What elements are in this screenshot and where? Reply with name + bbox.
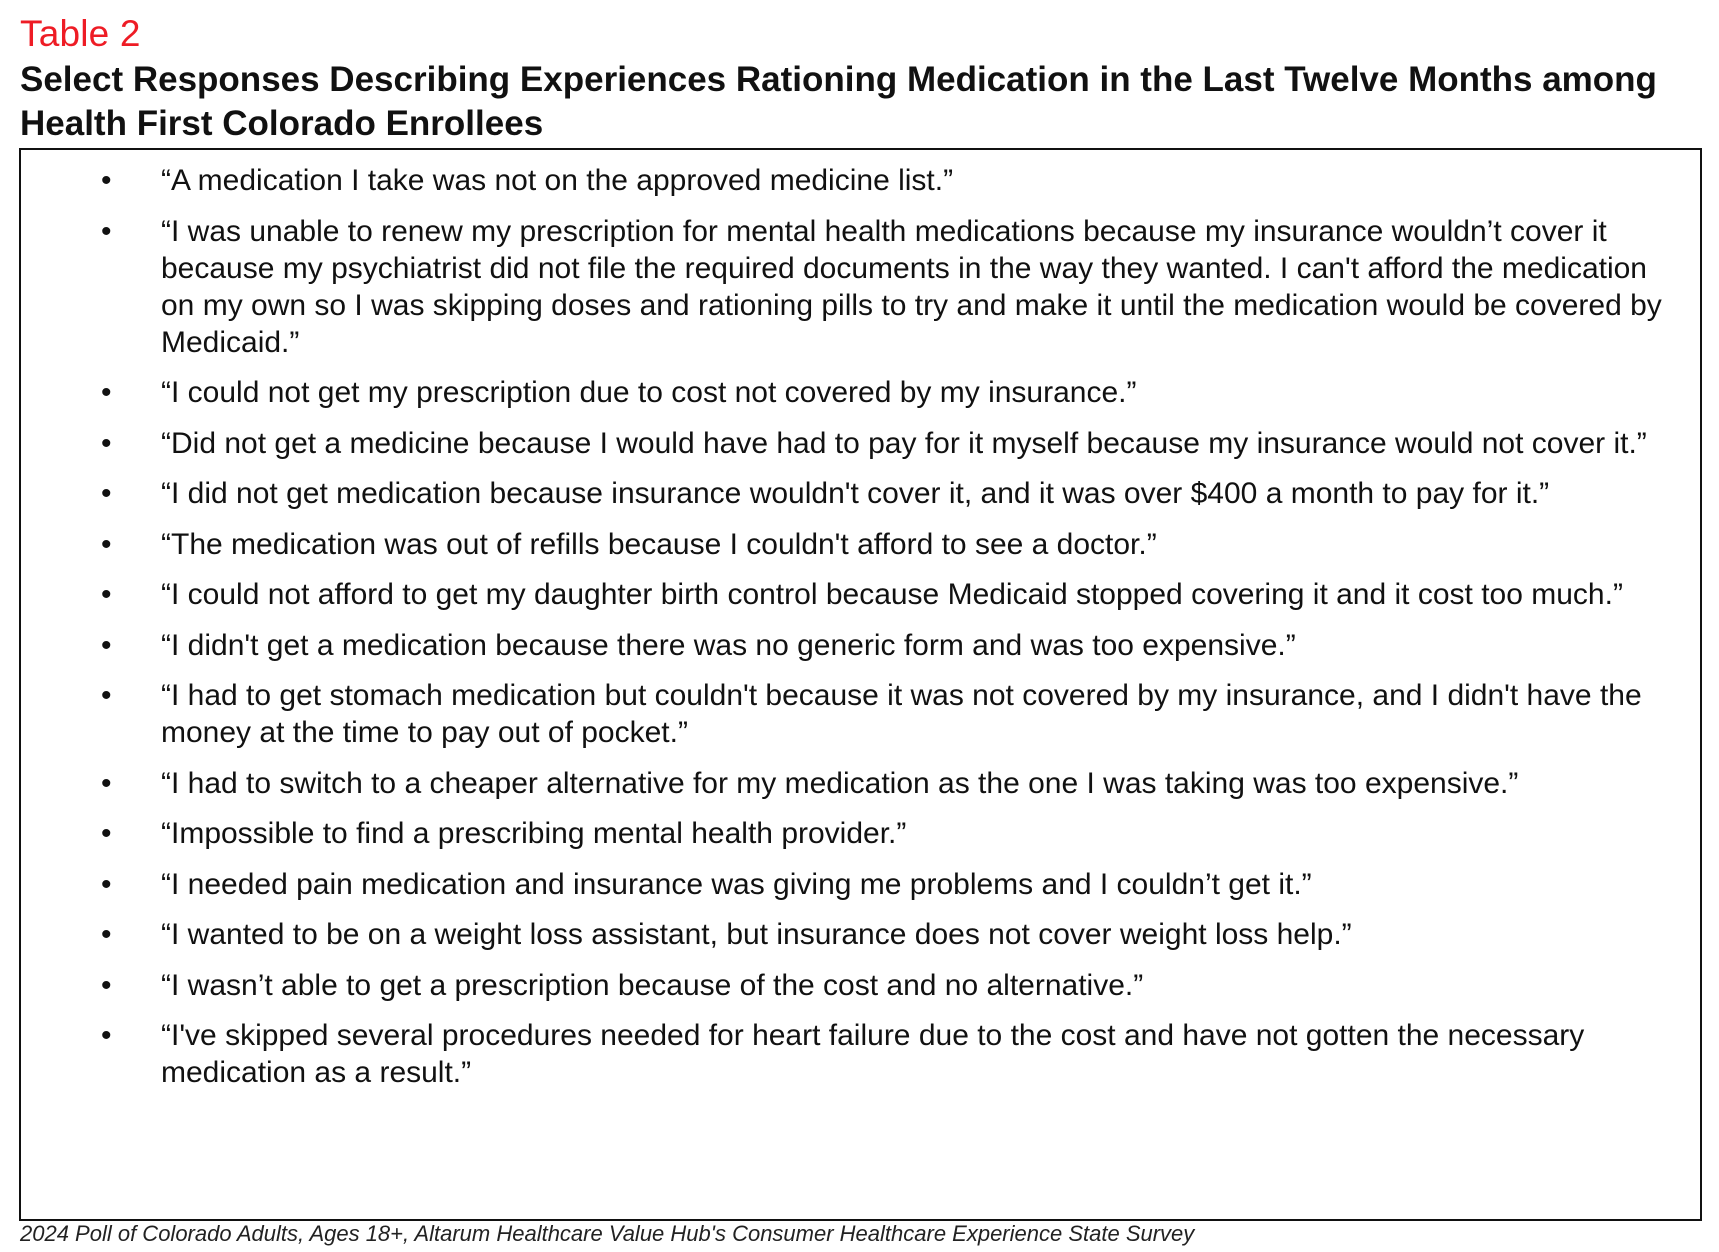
quote-item bbox=[21, 866, 1700, 903]
quote-item bbox=[21, 576, 1700, 613]
quote-item bbox=[21, 677, 1700, 751]
bullet-icon: • bbox=[101, 578, 112, 611]
quote-item bbox=[21, 162, 1700, 199]
quote-item bbox=[21, 765, 1700, 802]
bullet-icon: • bbox=[101, 968, 112, 1002]
quote-text: “Impossible to find a prescribing mental health provider.” bbox=[161, 817, 907, 850]
quote-item bbox=[21, 916, 1700, 953]
quote-text: “I wasn’t able to get a prescription because of the cost and no alternative.” bbox=[161, 968, 1144, 1002]
quote-item bbox=[21, 374, 1700, 411]
bullet-icon: • bbox=[101, 426, 112, 460]
quote-text: “I had to get stomach medication but couldn't because it was not covered by my insurance, and I didn't have the money at the time to pay out of pocket.” bbox=[161, 679, 1642, 749]
quote-list bbox=[21, 162, 1700, 1105]
bullet-icon: • bbox=[101, 817, 112, 850]
bullet-icon: • bbox=[101, 628, 112, 662]
bullet-icon: • bbox=[101, 214, 112, 248]
bullet-icon: • bbox=[101, 918, 112, 951]
quote-item bbox=[21, 526, 1700, 563]
quote-text: “I was unable to renew my prescription for mental health medications because my insurance wouldn’t cover it because my psychiatrist did not file the required documents in the way they wanted. I can't afford the medication on my own so I was skipping doses and rationing pills to try and make it until the medication would be covered by Medicaid.” bbox=[161, 214, 1662, 359]
bullet-icon: • bbox=[101, 1019, 112, 1052]
quote-text: “Did not get a medicine because I would have had to pay for it myself because my insurance would not cover it.” bbox=[161, 426, 1647, 460]
bullet-icon: • bbox=[101, 679, 112, 712]
quote-text: “I've skipped several procedures needed for heart failure due to the cost and have not gotten the necessary medication as a result.” bbox=[161, 1019, 1585, 1089]
table-label: Table 2 bbox=[20, 13, 141, 54]
bullet-icon: • bbox=[101, 527, 112, 561]
quote-text: “I needed pain medication and insurance was giving me problems and I couldn’t get it.” bbox=[161, 867, 1312, 901]
quote-item bbox=[21, 1017, 1700, 1091]
quote-item bbox=[21, 967, 1700, 1004]
bullet-icon: • bbox=[101, 376, 112, 409]
quote-text: “The medication was out of refills because I couldn't afford to see a doctor.” bbox=[161, 527, 1157, 561]
quote-item bbox=[21, 425, 1700, 462]
bullet-icon: • bbox=[101, 477, 112, 510]
quote-item bbox=[21, 815, 1700, 852]
bullet-icon: • bbox=[101, 867, 112, 901]
quote-text: “I didn't get a medication because there was no generic form and was too expensive.” bbox=[161, 628, 1296, 662]
quote-text: “A medication I take was not on the approved medicine list.” bbox=[161, 164, 954, 197]
source-note: 2024 Poll of Colorado Adults, Ages 18+, Altarum Healthcare Value Hub's Consumer Healthcare Experience State Survey bbox=[20, 1221, 1195, 1246]
bullet-icon: • bbox=[101, 164, 112, 197]
quote-item bbox=[21, 475, 1700, 512]
quote-text: “I wanted to be on a weight loss assistant, but insurance does not cover weight loss help.” bbox=[161, 918, 1352, 951]
quote-item bbox=[21, 213, 1700, 361]
quote-text: “I did not get medication because insurance wouldn't cover it, and it was over $400 a month to pay for it.” bbox=[161, 477, 1550, 510]
bullet-icon: • bbox=[101, 766, 112, 800]
quotes-box bbox=[19, 148, 1702, 1221]
quote-text: “I could not get my prescription due to cost not covered by my insurance.” bbox=[161, 376, 1137, 409]
quote-text: “I had to switch to a cheaper alternative for my medication as the one I was taking was too expensive.” bbox=[161, 766, 1519, 800]
quote-text: “I could not afford to get my daughter birth control because Medicaid stopped covering it and it cost too much.” bbox=[161, 578, 1623, 611]
table-title: Select Responses Describing Experiences Rationing Medication in the Last Twelve Months among Health First Colorado Enrollees bbox=[20, 60, 1657, 143]
quote-item bbox=[21, 627, 1700, 664]
